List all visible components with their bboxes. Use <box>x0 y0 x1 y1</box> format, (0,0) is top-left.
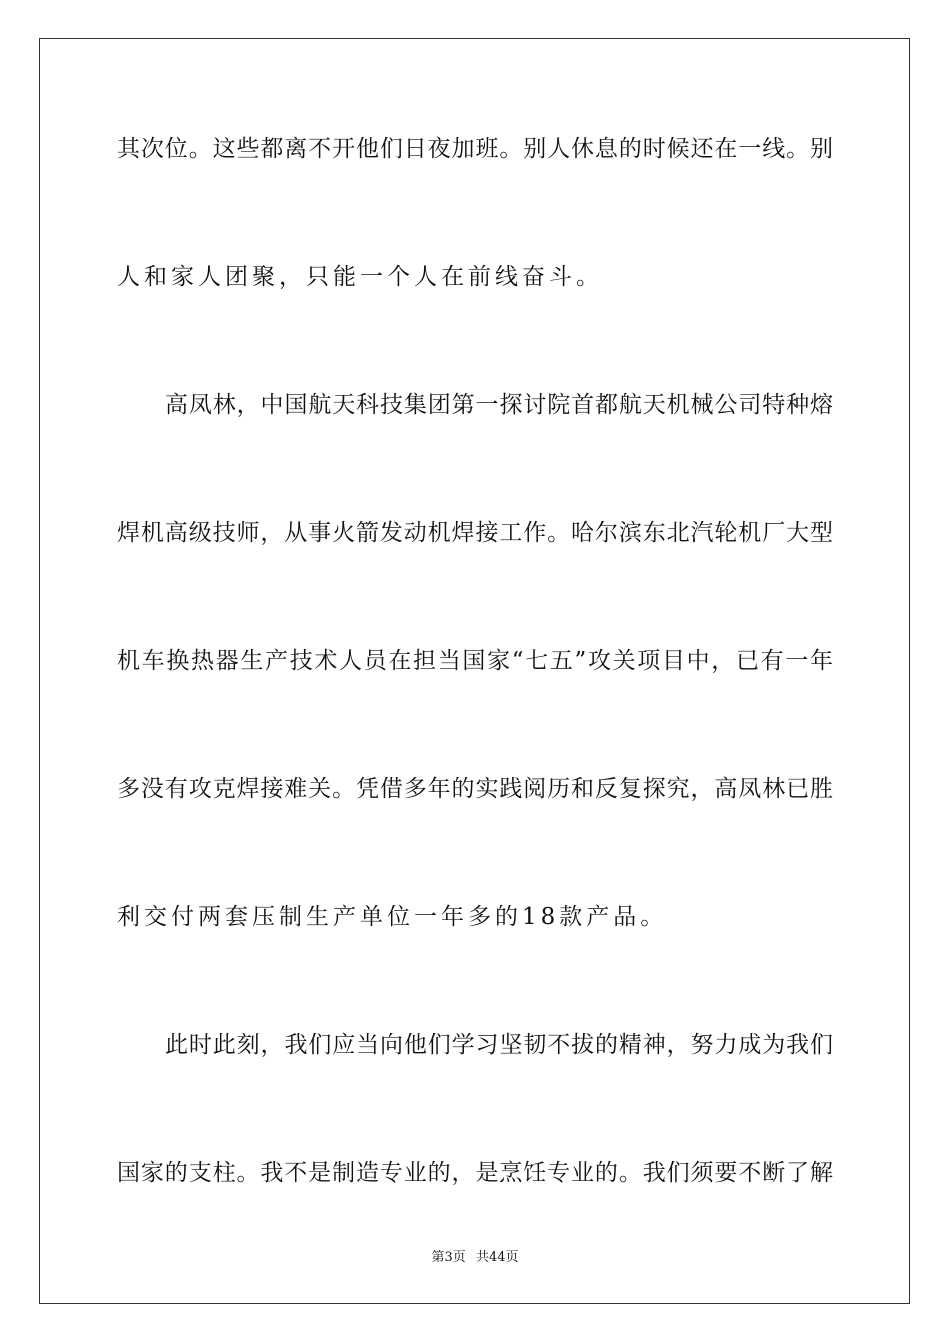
paragraph-start-line: 高凤林，中国航天科技集团第一探讨院首都航天机械公司特种熔 <box>165 392 833 418</box>
text-line-9: 国家的支柱。我不是制造专业的，是烹饪专业的。我们须要不断了解 <box>117 1160 833 1186</box>
page-number: 第3页 <box>431 1250 466 1265</box>
text-line-6: 多没有攻克焊接难关。凭借多年的实践阅历和反复探究，高凤林已胜 <box>117 776 833 802</box>
page-footer <box>0 1248 950 1268</box>
text-line-7: 利交付两套压制生产单位一年多的18款产品。 <box>117 904 668 930</box>
total-pages: 共44页 <box>475 1250 519 1265</box>
text-line-4: 焊机高级技师，从事火箭发动机焊接工作。哈尔滨东北汽轮机厂大型 <box>117 520 833 546</box>
text-line-1: 其次位。这些都离不开他们日夜加班。别人休息的时候还在一线。别 <box>117 136 833 162</box>
text-line-2: 人和家人团聚，只能一个人在前线奋斗。 <box>117 264 603 290</box>
paragraph-start-line-2: 此时此刻，我们应当向他们学习坚韧不拔的精神，努力成为我们 <box>165 1032 833 1058</box>
text-line-5: 机车换热器生产技术人员在担当国家“七五”攻关项目中，已有一年 <box>117 648 833 674</box>
